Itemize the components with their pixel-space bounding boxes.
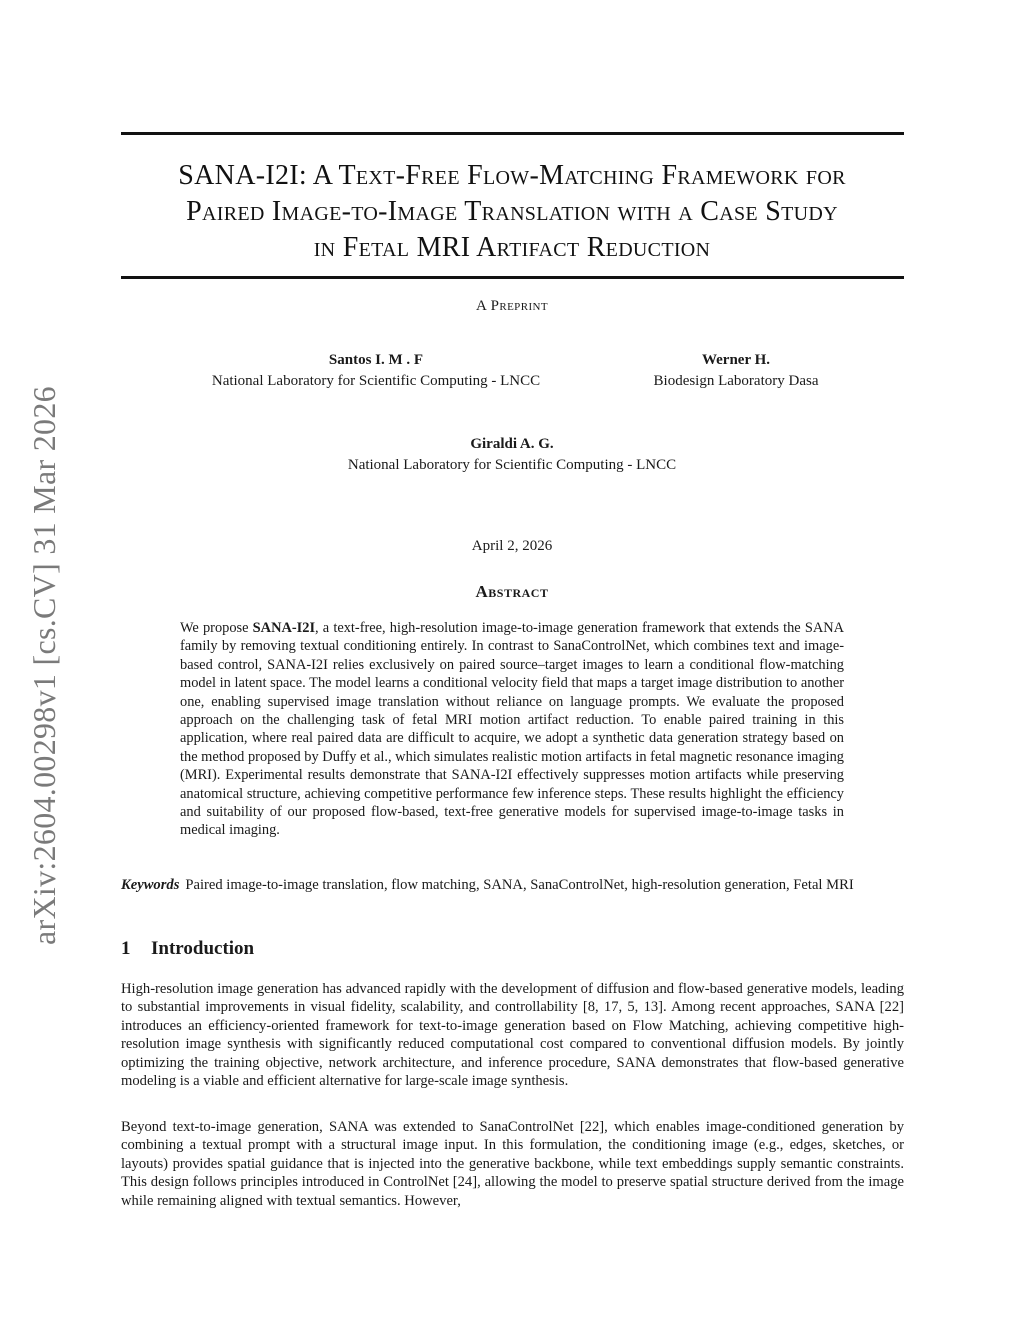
keywords-text: Paired image-to-image translation, flow matching, SANA, SanaControlNet, high-resolution generation, Fetal MRI: [185, 877, 854, 893]
abstract-heading: Abstract: [475, 582, 549, 601]
arxiv-identifier: arXiv:2604.00298v1 [cs.CV] 31 Mar 2026: [25, 385, 62, 945]
abstract-text: , a text-free, high-resolution image-to-image generation framework that extends the SANA family by removing textual conditioning entirely. In contrast to SanaControlNet, which combines text and image-based control, SANA-I2I relies exclusively on paired source–target images to learn a conditional flow-matching model in latent space. The model learns a conditional velocity field that maps a target image distribution to another one, enabling supervised image translation without reliance on language prompts. We evaluate the proposed approach on the challenging task of fetal MRI motion artifact reduction. To enable paired training in this application, where real paired data are difficult to acquire, we adopt a synthetic data generation strategy based on the method proposed by Duffy et al., which simulates realistic motion artifacts in fetal magnetic resonance imaging (MRI). Experimental results demonstrate that SANA-I2I effectively suppresses motion artifacts while preserving anatomical structure, achieving competitive performance few inference steps. These results highlight the efficiency and suitability of our proposed flow-based, text-free generative models for supervised image-to-image tasks in medical imaging.: [180, 620, 844, 839]
arxiv-sidebar-stamp: [20, 355, 68, 975]
title-line-1: SANA-I2I: A Text-Free Flow-Matching Framework for: [178, 160, 846, 191]
title-bottom-rule: [121, 276, 904, 279]
abstract-lead: We propose: [180, 620, 253, 636]
title-line-2: Paired Image-to-Image Translation with a Case Study: [186, 196, 838, 227]
abstract-body: [180, 619, 844, 840]
author-name: Giraldi A. G.: [470, 436, 554, 452]
keywords-label: Keywords: [121, 877, 180, 893]
author-block-2: [606, 350, 866, 392]
section-heading-introduction: [121, 938, 254, 960]
intro-paragraph-1: High-resolution image generation has advanced rapidly with the development of diffusion and flow-based generative models, leading to substantial improvements in visual fidelity, scalability, and controllability [8, 17, 5, 13]. Among recent approaches, SANA [22] introduces an efficiency-oriented framework for text-to-image generation based on Flow Matching, achieving competitive high-resolution image synthesis with significantly reduced computational cost compared to conventional diffusion models. By jointly optimizing the training objective, network architecture, and inference procedure, SANA demonstrates that flow-based generative modeling is a viable and efficient alternative for large-scale image synthesis.: [121, 981, 904, 1090]
author-affiliation: National Laboratory for Scientific Computing - LNCC: [211, 373, 541, 389]
paper-title: [100, 158, 924, 266]
title-line-3: in Fetal MRI Artifact Reduction: [313, 232, 711, 263]
section-title: Introduction: [151, 938, 255, 959]
paper-date: April 2, 2026: [471, 538, 553, 554]
author-affiliation: National Laboratory for Scientific Computing - LNCC: [347, 457, 677, 473]
author-block-3: [312, 434, 712, 476]
author-affiliation: Biodesign Laboratory Dasa: [653, 373, 819, 389]
author-name: Santos I. M . F: [328, 352, 424, 368]
intro-paragraph-2: Beyond text-to-image generation, SANA was extended to SanaControlNet [22], which enables image-conditioned generation by combining a textual prompt with a structural image input. In this formulation, the conditioning image (e.g., edges, sketches, or layouts) provides spatial guidance that is injected into the generative backbone, while text embeddings supply semantic constraints. This design follows principles introduced in ControlNet [24], allowing the model to preserve spatial structure derived from the image while remaining aligned with textual semantics. However,: [121, 1119, 904, 1209]
section-number: 1: [121, 938, 131, 959]
author-name: Werner H.: [701, 352, 771, 368]
preprint-label: A Preprint: [476, 298, 548, 314]
abstract-method-name: SANA-I2I: [252, 620, 316, 636]
author-block-1: [176, 350, 576, 392]
keywords-line: [121, 876, 904, 894]
title-top-rule: [121, 132, 904, 135]
